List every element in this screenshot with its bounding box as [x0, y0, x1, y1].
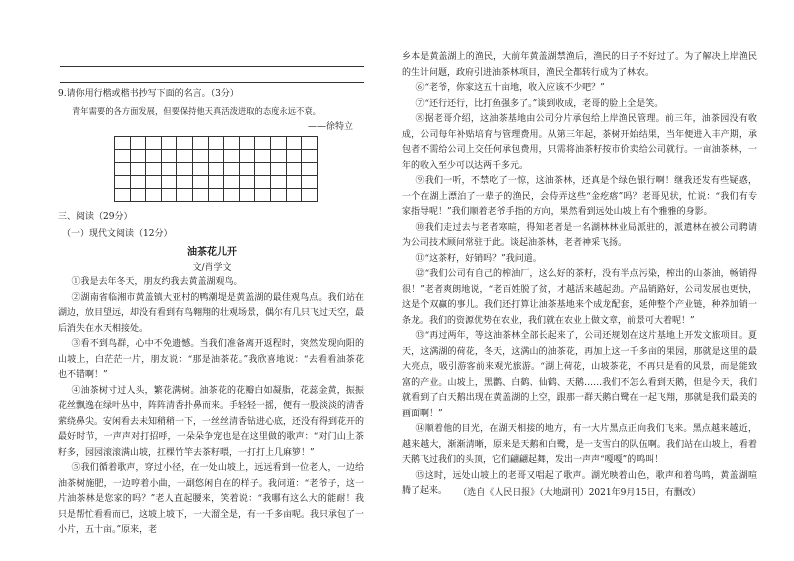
paragraph-1: ①我是去年冬天，朋友约我去黄盖湖观鸟。 [71, 277, 243, 287]
answer-line-1 [60, 66, 364, 67]
subsection-heading: （一）现代文阅读（12分） [62, 229, 173, 239]
grid-cell[interactable] [208, 137, 224, 150]
article-title: 油茶花儿开 [187, 247, 237, 258]
grid-cell[interactable] [224, 176, 240, 189]
grid-cell[interactable] [192, 137, 208, 150]
grid-cell[interactable] [239, 189, 255, 202]
grid-cell[interactable] [302, 150, 318, 163]
grid-cell[interactable] [130, 150, 146, 163]
paragraph-2: ②湖南省临湘市黄盖镇大亚村的鸭潮堤是黄盖湖的最佳观鸟点。我们站在湖边，放目望远，却没有看到有鸟翱翔的壮观场景，偶尔有几只飞过天空，最后消失在水天相接处。 [58, 292, 365, 334]
grid-row [115, 137, 318, 150]
paragraph-8: ⑧据老哥介绍，这油茶基地由公司分片承包给上岸渔民管理。前三年，油茶园没有收成，公司每年补贴培育与管理费用。从第三年起，茶树开始结果，当年便进入丰产期，承包者不需给公司上交任何承包费用，只需将油茶籽按市价卖给公司就行。一亩油茶林，一年的收入至少可以达两千多元。 [402, 114, 757, 171]
grid-cell[interactable] [208, 163, 224, 176]
article-author: 文/肖学文 [192, 263, 232, 273]
grid-row [115, 150, 318, 163]
grid-cell[interactable] [146, 189, 162, 202]
grid-cell[interactable] [224, 137, 240, 150]
grid-cell[interactable] [146, 163, 162, 176]
grid-cell[interactable] [224, 163, 240, 176]
paragraph-4: ④油茶树寸过人头，繁花满树。油茶花的花瓣白如凝脂，花蕊金黄，振振花丝飘逸在绿叶丛中，阵阵清香扑鼻而来。手轻轻一摇，便有一股淡淡的清香萦绕鼻尖。安闲看去未知稍稍一下，一丝丝清香钻进心底，还没有得到花开的最好时节，一声声对打招呼，一朵朵争宠也是在这里做的歌声：“对门山上茶籽多，园园滚滚满山坡，扛棵竹竿去茶籽喂，一打打上几麻箩！” [58, 385, 365, 458]
writing-grid[interactable] [114, 136, 318, 202]
answer-line-2 [60, 82, 364, 83]
grid-cell[interactable] [115, 189, 131, 202]
grid-cell[interactable] [286, 150, 302, 163]
grid-cell[interactable] [161, 150, 177, 163]
grid-cell[interactable] [177, 150, 193, 163]
paragraph-5: ⑤我们循着歌声，穿过小径，在一处山坡上，远远看到一位老人，一边给油茶树施肥，一边哼着小曲，一副悠闲自在的样子。我问道：“老爷子，这一片油茶林是您家的吗？”老人直起腰来，笑着说：“我哪有这么大的能耐！我只是帮忙看看而已，这坡上坡下，一大溜全是，有一千多亩呢。我只承包了一小片，五十亩。”原来，老 [58, 463, 365, 535]
grid-cell[interactable] [146, 176, 162, 189]
paragraph-5-continued: 乡本是黄盖湖上的渔民，大前年黄盖湖禁渔后，渔民的日子不好过了。为了解决上岸渔民的生计问题，政府引进油茶林项目，渔民全都转行成为了林农。 [402, 52, 757, 78]
grid-cell[interactable] [161, 189, 177, 202]
paragraph-11: ⑪“这茶籽，好销吗？”我问道。 [415, 253, 542, 264]
grid-row [115, 163, 318, 176]
grid-cell[interactable] [192, 176, 208, 189]
grid-cell[interactable] [255, 176, 271, 189]
grid-cell[interactable] [115, 137, 131, 150]
grid-cell[interactable] [192, 163, 208, 176]
grid-cell[interactable] [255, 189, 271, 202]
grid-cell[interactable] [130, 163, 146, 176]
grid-cell[interactable] [130, 189, 146, 202]
grid-cell[interactable] [286, 189, 302, 202]
paragraph-10: ⑩我们走过去与老者寒暄，得知老者是一名湖林林业局派驻的，派遣林在被公司聘请为公司技术顾问常驻于此。谈起油茶林，老者神采飞扬。 [402, 222, 757, 248]
paragraph-3: ③看不到鸟群，心中不免遗憾。当我们准备离开返程时，突然发现向阳的山坡上，白茫茫一片，朋友说：“那是油茶花。”我欣喜地说：“去看看油茶花也不错啊！” [58, 339, 364, 380]
q9-quote: 青年需要的各方面发展，但要保持他天真活泼进取的态度永远不衰。 [72, 106, 321, 116]
grid-cell[interactable] [270, 150, 286, 163]
grid-cell[interactable] [208, 150, 224, 163]
grid-cell[interactable] [286, 137, 302, 150]
paragraph-13: ⑬“再过两年，等这油茶林全部长起来了，公司还规划在这片基地上开发文旅项目。夏天，这满湖的荷花，冬天，这满山的油茶花，再加上这一千多亩的果园，那就是这里的最大亮点，吸引游客前来观光旅游。“湖上荷花，山坡茶花，不再只是看的风景，而是能致富的产业。山坡上，黑鹳、白鹤、仙鹤、天鹅……我们不怎么看到天鹅，但是今天，我们就看到了白天鹅出现在黄盖湖的上空，跟那一群天鹅白鹭在一起飞翔，那就是我们最美的画面啊！” [402, 331, 757, 419]
grid-cell[interactable] [115, 150, 131, 163]
grid-cell[interactable] [270, 163, 286, 176]
grid-cell[interactable] [239, 137, 255, 150]
paragraph-7: ⑦“还行还行，比打鱼强多了。”谈到收成，老哥的脸上全是笑。 [415, 98, 664, 109]
grid-cell[interactable] [239, 163, 255, 176]
grid-row [115, 189, 318, 202]
grid-cell[interactable] [208, 189, 224, 202]
grid-cell[interactable] [161, 176, 177, 189]
grid-cell[interactable] [130, 176, 146, 189]
grid-cell[interactable] [177, 163, 193, 176]
grid-cell[interactable] [208, 176, 224, 189]
grid-cell[interactable] [270, 137, 286, 150]
grid-cell[interactable] [302, 137, 318, 150]
grid-cell[interactable] [302, 163, 318, 176]
grid-row [115, 176, 318, 189]
grid-cell[interactable] [255, 137, 271, 150]
grid-cell[interactable] [177, 137, 193, 150]
grid-cell[interactable] [130, 137, 146, 150]
grid-cell[interactable] [146, 150, 162, 163]
paragraph-15: ⑮这时，远处山坡上的老哥又唱起了歌声。湖光映着山色，歌声和着鸟鸣，黄盖湖喧腾了起来。 [402, 470, 757, 496]
paragraph-12: ⑫“我们公司有自己的榨油厂，这么好的茶籽，没有半点污染，榨出的山茶油，畅销得很！”老者爽朗地说，“老百姓脱了贫，才越活来越起劲。产品销路好，公司发展也更快，这是个双赢的事儿。我们还打算让油茶基地来个成龙配套，延伸整个产业链，种养加销一条龙。我们的资源优势在农业，我们就在农业上做文章，前景可大着呢！” [402, 269, 757, 326]
grid-cell[interactable] [177, 189, 193, 202]
grid-cell[interactable] [192, 189, 208, 202]
grid-cell[interactable] [224, 150, 240, 163]
source-citation: （选自《人民日报》（大地副刊）2021年9月15日，有删改） [458, 488, 701, 498]
grid-cell[interactable] [270, 189, 286, 202]
grid-cell[interactable] [192, 150, 208, 163]
q9-title: 9.请你用行楷或楷书抄写下面的名言。（3分） [58, 89, 239, 99]
grid-cell[interactable] [286, 163, 302, 176]
grid-cell[interactable] [286, 176, 302, 189]
paragraph-6: ⑥“老爷，你家这五十亩地，收入应该不少吧？” [415, 83, 605, 93]
grid-cell[interactable] [115, 176, 131, 189]
grid-cell[interactable] [239, 176, 255, 189]
grid-cell[interactable] [146, 137, 162, 150]
paragraph-14: ⑭顺着他的目光，在湖天相接的地方，有一大片黑点正向我们飞来。黑点越来越近，越来越大，渐渐清晰，原来是天鹅和白鹭，是一支雪白的队伍啊。我们站在山坡上，看着天鹅飞过我们的头顶，它们翩翩起舞，发出一声声“嘎嘎”的鸣叫！ [402, 424, 757, 465]
grid-cell[interactable] [270, 176, 286, 189]
grid-cell[interactable] [255, 150, 271, 163]
section-3-heading: 三、阅读（29分） [58, 212, 133, 222]
paragraph-9: ⑨我们一听，不禁吃了一惊，这油茶林，还真是个绿色银行啊！继我还发有些疑惑，一个在湖上漂泊了一辈子的渔民，会侍弄这些“金疙瘩”吗？老哥见状，忙说：“我们有专家指导呢！”我们顺着老爷手指的方向，果然看到远处山坡上有个雅雅的身影。 [402, 176, 757, 217]
grid-cell[interactable] [255, 163, 271, 176]
grid-cell[interactable] [161, 137, 177, 150]
q9-author: ——徐特立 [308, 122, 354, 132]
grid-cell[interactable] [161, 163, 177, 176]
grid-cell[interactable] [302, 176, 318, 189]
grid-cell[interactable] [302, 189, 318, 202]
grid-cell[interactable] [239, 150, 255, 163]
grid-cell[interactable] [115, 163, 131, 176]
article-body-left [58, 275, 365, 535]
grid-cell[interactable] [224, 189, 240, 202]
grid-cell[interactable] [177, 176, 193, 189]
